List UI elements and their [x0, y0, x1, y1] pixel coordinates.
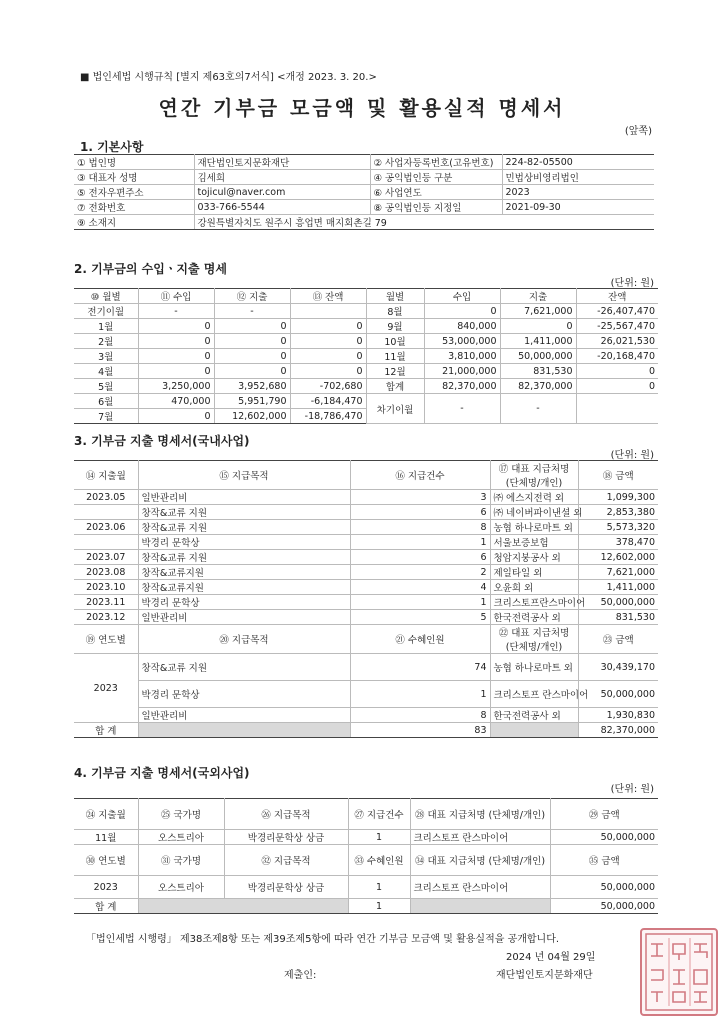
recipient-cell: 크리스토프 란스마이어: [490, 681, 578, 708]
column-header: ㉖ 지급목적: [224, 799, 348, 830]
amount-cell: 50,000,000: [578, 595, 658, 610]
public-disclosure-statement: 「법인세법 시행령」 제38조제8항 또는 제39조제5항에 따라 연간 기부금 모금액 및 활용실적을 공개합니다.: [86, 934, 560, 945]
expense-month-cell: 2023.07: [74, 550, 138, 565]
recipient-cell: 크리스토프 란스마이어: [410, 830, 550, 845]
amount-cell: 1,930,830: [578, 708, 658, 723]
month-cell: 4월: [74, 364, 138, 379]
balance-cell: 0: [290, 349, 366, 364]
seal-graphic: [642, 930, 716, 1014]
month-cell: 6월: [74, 394, 138, 409]
income-cell: 3,250,000: [138, 379, 214, 394]
column-header: ㉛ 국가명: [138, 845, 224, 876]
balance-cell: 0: [290, 334, 366, 349]
beneficiary-count-cell: 74: [350, 654, 490, 681]
section3-unit: (단위: 원): [610, 450, 654, 461]
month-cell: 7월: [74, 409, 138, 424]
recipient-cell: 한국전력공사 외: [490, 610, 578, 625]
submitter-label: 제출인:: [284, 970, 317, 981]
amount-cell: 1,099,300: [578, 490, 658, 505]
expense-cell: 0: [500, 319, 576, 334]
basic-info-row: [74, 200, 654, 215]
table-row: [74, 349, 658, 364]
column-header: ⑱ 금액: [578, 461, 658, 490]
month-cell: 8월: [366, 304, 424, 319]
month-cell: 10월: [366, 334, 424, 349]
amount-cell: 12,602,000: [578, 550, 658, 565]
field-value: 2021-09-30: [502, 200, 654, 215]
amount-cell: 2,853,380: [578, 505, 658, 520]
purpose-cell: 창작&교류 지원: [138, 520, 350, 535]
table-row: [74, 876, 658, 899]
income-cell: 840,000: [424, 319, 500, 334]
table-row: [74, 654, 658, 681]
table-header-row: [74, 799, 658, 830]
field-value: 재단법인토지문화재단: [194, 155, 370, 170]
table-row: [74, 708, 658, 723]
address-value: 강원특별자치도 원주시 흥업면 매지회촌길 79: [194, 215, 654, 230]
count-cell: 1: [348, 830, 410, 845]
total-label: 합 계: [74, 723, 138, 738]
total-shaded-cell: [490, 723, 578, 738]
total-shaded-cell: [410, 899, 550, 914]
section2-unit: (단위: 원): [610, 278, 654, 289]
purpose-cell: 박경리 문학상: [138, 595, 350, 610]
carry-forward-label: 차기이월: [366, 394, 424, 424]
balance-cell: 0: [576, 364, 658, 379]
income-cell: 53,000,000: [424, 334, 500, 349]
country-cell: 오스트리아: [138, 830, 224, 845]
country-cell: 오스트리아: [138, 876, 224, 899]
table-row: [74, 394, 658, 409]
expense-cell: 12,602,000: [214, 409, 290, 424]
table-row: [74, 550, 658, 565]
field-label: ⑦ 전화번호: [74, 200, 194, 215]
section2-title: 2. 기부금의 수입ㆍ지출 명세: [74, 262, 227, 276]
expense-cell: 7,621,000: [500, 304, 576, 319]
expense-cell: 82,370,000: [500, 379, 576, 394]
recipient-cell: 제일타일 외: [490, 565, 578, 580]
expense-cell: 0: [214, 364, 290, 379]
income-cell: 470,000: [138, 394, 214, 409]
month-cell: 합계: [366, 379, 424, 394]
column-header: 잔액: [576, 289, 658, 304]
column-header: ⑲ 연도별: [74, 625, 138, 654]
basic-info-row: [74, 170, 654, 185]
official-seal-stamp: [640, 928, 718, 1016]
subtable-header-row: [74, 625, 658, 654]
balance-cell: 0: [576, 379, 658, 394]
payment-count-cell: 4: [350, 580, 490, 595]
column-header: ㉕ 국가명: [138, 799, 224, 830]
column-header: 지출: [500, 289, 576, 304]
month-cell: 2월: [74, 334, 138, 349]
address-row: [74, 215, 654, 230]
field-value: 033-766-5544: [194, 200, 370, 215]
balance-cell: -25,567,470: [576, 319, 658, 334]
expense-month-cell: [74, 535, 138, 550]
amount-cell: 50,000,000: [578, 681, 658, 708]
field-value: 2023: [502, 185, 654, 200]
column-header: 월별: [366, 289, 424, 304]
expense-cell: 831,530: [500, 364, 576, 379]
field-label: ④ 공익법인등 구분: [370, 170, 502, 185]
column-header: ㉓ 금액: [578, 625, 658, 654]
column-header: 수입: [424, 289, 500, 304]
submitter-name: 재단법인토지문화재단: [496, 970, 593, 981]
amount-cell: 1,411,000: [578, 580, 658, 595]
recipient-cell: 크리스토프 란스마이어: [410, 876, 550, 899]
column-header: ⑰ 대표 지급처명 (단체명/개인): [490, 461, 578, 490]
section3-title: 3. 기부금 지출 명세서(국내사업): [74, 434, 250, 448]
month-cell: 12월: [366, 364, 424, 379]
table-header-row: [74, 289, 658, 304]
field-value: tojicul@naver.com: [194, 185, 370, 200]
column-header: ⑭ 지출월: [74, 461, 138, 490]
balance-cell: -26,407,470: [576, 304, 658, 319]
purpose-cell: 박경리문학상 상금: [224, 876, 348, 899]
purpose-cell: 창작&교류 지원: [138, 654, 350, 681]
balance-cell: -18,786,470: [290, 409, 366, 424]
month-cell: 전기이월: [74, 304, 138, 319]
expense-month-cell: [74, 505, 138, 520]
table-row: [74, 830, 658, 845]
field-label: ⑥ 사업연도: [370, 185, 502, 200]
column-header: ⑮ 지급목적: [138, 461, 350, 490]
recipient-cell: 오윤희 외: [490, 580, 578, 595]
submission-date: 2024 년 04월 29일: [506, 952, 596, 963]
page-side-label: (앞쪽): [624, 126, 652, 137]
payment-count-cell: 3: [350, 490, 490, 505]
balance-cell: [290, 304, 366, 319]
balance-cell: -6,184,470: [290, 394, 366, 409]
recipient-cell: 청암지붕공사 외: [490, 550, 578, 565]
recipient-cell: ㈜ 에스지전력 외: [490, 490, 578, 505]
amount-cell: 5,573,320: [578, 520, 658, 535]
column-header: ㉒ 대표 지급처명 (단체명/개인): [490, 625, 578, 654]
income-cell: 0: [138, 334, 214, 349]
column-header: ⑩ 월별: [74, 289, 138, 304]
table-header-row: [74, 461, 658, 490]
expense-cell: 1,411,000: [500, 334, 576, 349]
total-shaded-cell: [138, 723, 350, 738]
recipient-cell: ㈜ 네이버파이낸셜 외: [490, 505, 578, 520]
expense-month-cell: 2023.05: [74, 490, 138, 505]
table-row: [74, 379, 658, 394]
income-cell: 21,000,000: [424, 364, 500, 379]
field-label: ⑤ 전자우편주소: [74, 185, 194, 200]
table-row: [74, 364, 658, 379]
expense-cell: -: [214, 304, 290, 319]
expense-month-cell: 2023.12: [74, 610, 138, 625]
income-cell: 0: [138, 364, 214, 379]
total-amount: 82,370,000: [578, 723, 658, 738]
expense-cell: 0: [214, 334, 290, 349]
payment-count-cell: 5: [350, 610, 490, 625]
expense-month-cell: 2023.08: [74, 565, 138, 580]
column-header: ⑯ 지급건수: [350, 461, 490, 490]
total-count: 1: [348, 899, 410, 914]
field-label: ② 사업자등록번호(고유번호): [370, 155, 502, 170]
balance-cell: 26,021,530: [576, 334, 658, 349]
column-header: ⑬ 잔액: [290, 289, 366, 304]
amount-cell: 50,000,000: [550, 876, 658, 899]
address-label: ⑨ 소재지: [74, 215, 194, 230]
balance-cell: -20,168,470: [576, 349, 658, 364]
purpose-cell: 박경리 문학상: [138, 681, 350, 708]
expense-cell: 3,952,680: [214, 379, 290, 394]
purpose-cell: 창작&교류 지원: [138, 550, 350, 565]
table-row: [74, 681, 658, 708]
column-header: ㉙ 금액: [550, 799, 658, 830]
amount-cell: 831,530: [578, 610, 658, 625]
amount-cell: 7,621,000: [578, 565, 658, 580]
purpose-cell: 일반관리비: [138, 610, 350, 625]
balance-cell: 0: [290, 319, 366, 334]
section1-title: 1. 기본사항: [80, 140, 144, 154]
table-row: [74, 505, 658, 520]
period-cell: 2023: [74, 876, 138, 899]
year-cell: 2023: [74, 654, 138, 723]
income-cell: 0: [138, 349, 214, 364]
payment-count-cell: 1: [350, 535, 490, 550]
amount-cell: 378,470: [578, 535, 658, 550]
field-value: 224-82-05500: [502, 155, 654, 170]
column-header: ㉝ 수혜인원: [348, 845, 410, 876]
purpose-cell: 창작&교류지원: [138, 565, 350, 580]
table-row: [74, 535, 658, 550]
section4-title: 4. 기부금 지출 명세서(국외사업): [74, 766, 250, 780]
month-cell: 11월: [366, 349, 424, 364]
purpose-cell: 창작&교류지원: [138, 580, 350, 595]
total-row: [74, 723, 658, 738]
basic-info-row: [74, 155, 654, 170]
recipient-cell: 서울보증보험: [490, 535, 578, 550]
table-row: [74, 565, 658, 580]
total-label: 합 계: [74, 899, 138, 914]
purpose-cell: 창작&교류 지원: [138, 505, 350, 520]
income-cell: 82,370,000: [424, 379, 500, 394]
expense-month-cell: 2023.11: [74, 595, 138, 610]
beneficiary-count-cell: 8: [350, 708, 490, 723]
column-header: ㉟ 금액: [550, 845, 658, 876]
column-header: ㉘ 대표 지급처명 (단체명/개인): [410, 799, 550, 830]
expense-cell: 5,951,790: [214, 394, 290, 409]
field-value: 김세희: [194, 170, 370, 185]
table-row: [74, 520, 658, 535]
column-header: ㉞ 대표 지급처명 (단체명/개인): [410, 845, 550, 876]
period-cell: 11월: [74, 830, 138, 845]
amount-cell: 50,000,000: [550, 830, 658, 845]
column-header: ㉜ 지급목적: [224, 845, 348, 876]
form-reference: ■ 법인세법 시행규칙 [별지 제63호의7서식] <개정 2023. 3. 20.>: [80, 72, 377, 83]
field-value: 민법상비영리법인: [502, 170, 654, 185]
column-header: ㉗ 지급건수: [348, 799, 410, 830]
field-label: ③ 대표자 성명: [74, 170, 194, 185]
expense-cell: 0: [214, 349, 290, 364]
income-cell: 3,810,000: [424, 349, 500, 364]
overseas-expense-table: [74, 798, 658, 914]
purpose-cell: 박경리문학상 상금: [224, 830, 348, 845]
month-cell: 9월: [366, 319, 424, 334]
expense-cell: 50,000,000: [500, 349, 576, 364]
balance-cell: 0: [290, 364, 366, 379]
section4-unit: (단위: 원): [610, 784, 654, 795]
expense-month-cell: 2023.06: [74, 520, 138, 535]
table-row: [74, 319, 658, 334]
carry-forward-expense: -: [500, 394, 576, 424]
balance-cell: -702,680: [290, 379, 366, 394]
total-amount: 50,000,000: [550, 899, 658, 914]
purpose-cell: 일반관리비: [138, 490, 350, 505]
expense-month-cell: 2023.10: [74, 580, 138, 595]
column-header: ㉚ 연도별: [74, 845, 138, 876]
column-header: ⑳ 지급목적: [138, 625, 350, 654]
payment-count-cell: 6: [350, 550, 490, 565]
income-cell: -: [138, 304, 214, 319]
month-cell: 1월: [74, 319, 138, 334]
recipient-cell: 농협 하나로마트 외: [490, 654, 578, 681]
payment-count-cell: 8: [350, 520, 490, 535]
table-row: [74, 304, 658, 319]
column-header: ⑪ 수입: [138, 289, 214, 304]
expense-cell: 0: [214, 319, 290, 334]
table-header-row: [74, 845, 658, 876]
column-header: ⑫ 지출: [214, 289, 290, 304]
payment-count-cell: 1: [350, 595, 490, 610]
carry-forward-balance: [576, 394, 658, 424]
payment-count-cell: 2: [350, 565, 490, 580]
income-cell: 0: [424, 304, 500, 319]
column-header: ㉑ 수혜인원: [350, 625, 490, 654]
basic-info-table: [74, 154, 654, 230]
month-cell: 5월: [74, 379, 138, 394]
table-row: [74, 334, 658, 349]
total-row: [74, 899, 658, 914]
recipient-cell: 농협 하나로마트 외: [490, 520, 578, 535]
recipient-cell: 한국전력공사 외: [490, 708, 578, 723]
purpose-cell: 일반관리비: [138, 708, 350, 723]
income-cell: 0: [138, 409, 214, 424]
purpose-cell: 박경리 문학상: [138, 535, 350, 550]
carry-forward-income: -: [424, 394, 500, 424]
basic-info-row: [74, 185, 654, 200]
beneficiary-count-cell: 1: [350, 681, 490, 708]
count-cell: 1: [348, 876, 410, 899]
table-row: [74, 580, 658, 595]
payment-count-cell: 6: [350, 505, 490, 520]
page-title: 연간 기부금 모금액 및 활용실적 명세서: [158, 96, 566, 120]
total-shaded-cell: [138, 899, 348, 914]
field-label: ① 법인명: [74, 155, 194, 170]
field-label: ⑧ 공익법인등 지정일: [370, 200, 502, 215]
table-row: [74, 595, 658, 610]
column-header: ㉔ 지출월: [74, 799, 138, 830]
amount-cell: 30,439,170: [578, 654, 658, 681]
month-cell: 3월: [74, 349, 138, 364]
table-row: [74, 490, 658, 505]
total-count: 83: [350, 723, 490, 738]
income-cell: 0: [138, 319, 214, 334]
domestic-expense-table: [74, 460, 658, 738]
monthly-income-expense-table: [74, 288, 658, 424]
recipient-cell: 크리스토프란스마이어: [490, 595, 578, 610]
table-row: [74, 610, 658, 625]
